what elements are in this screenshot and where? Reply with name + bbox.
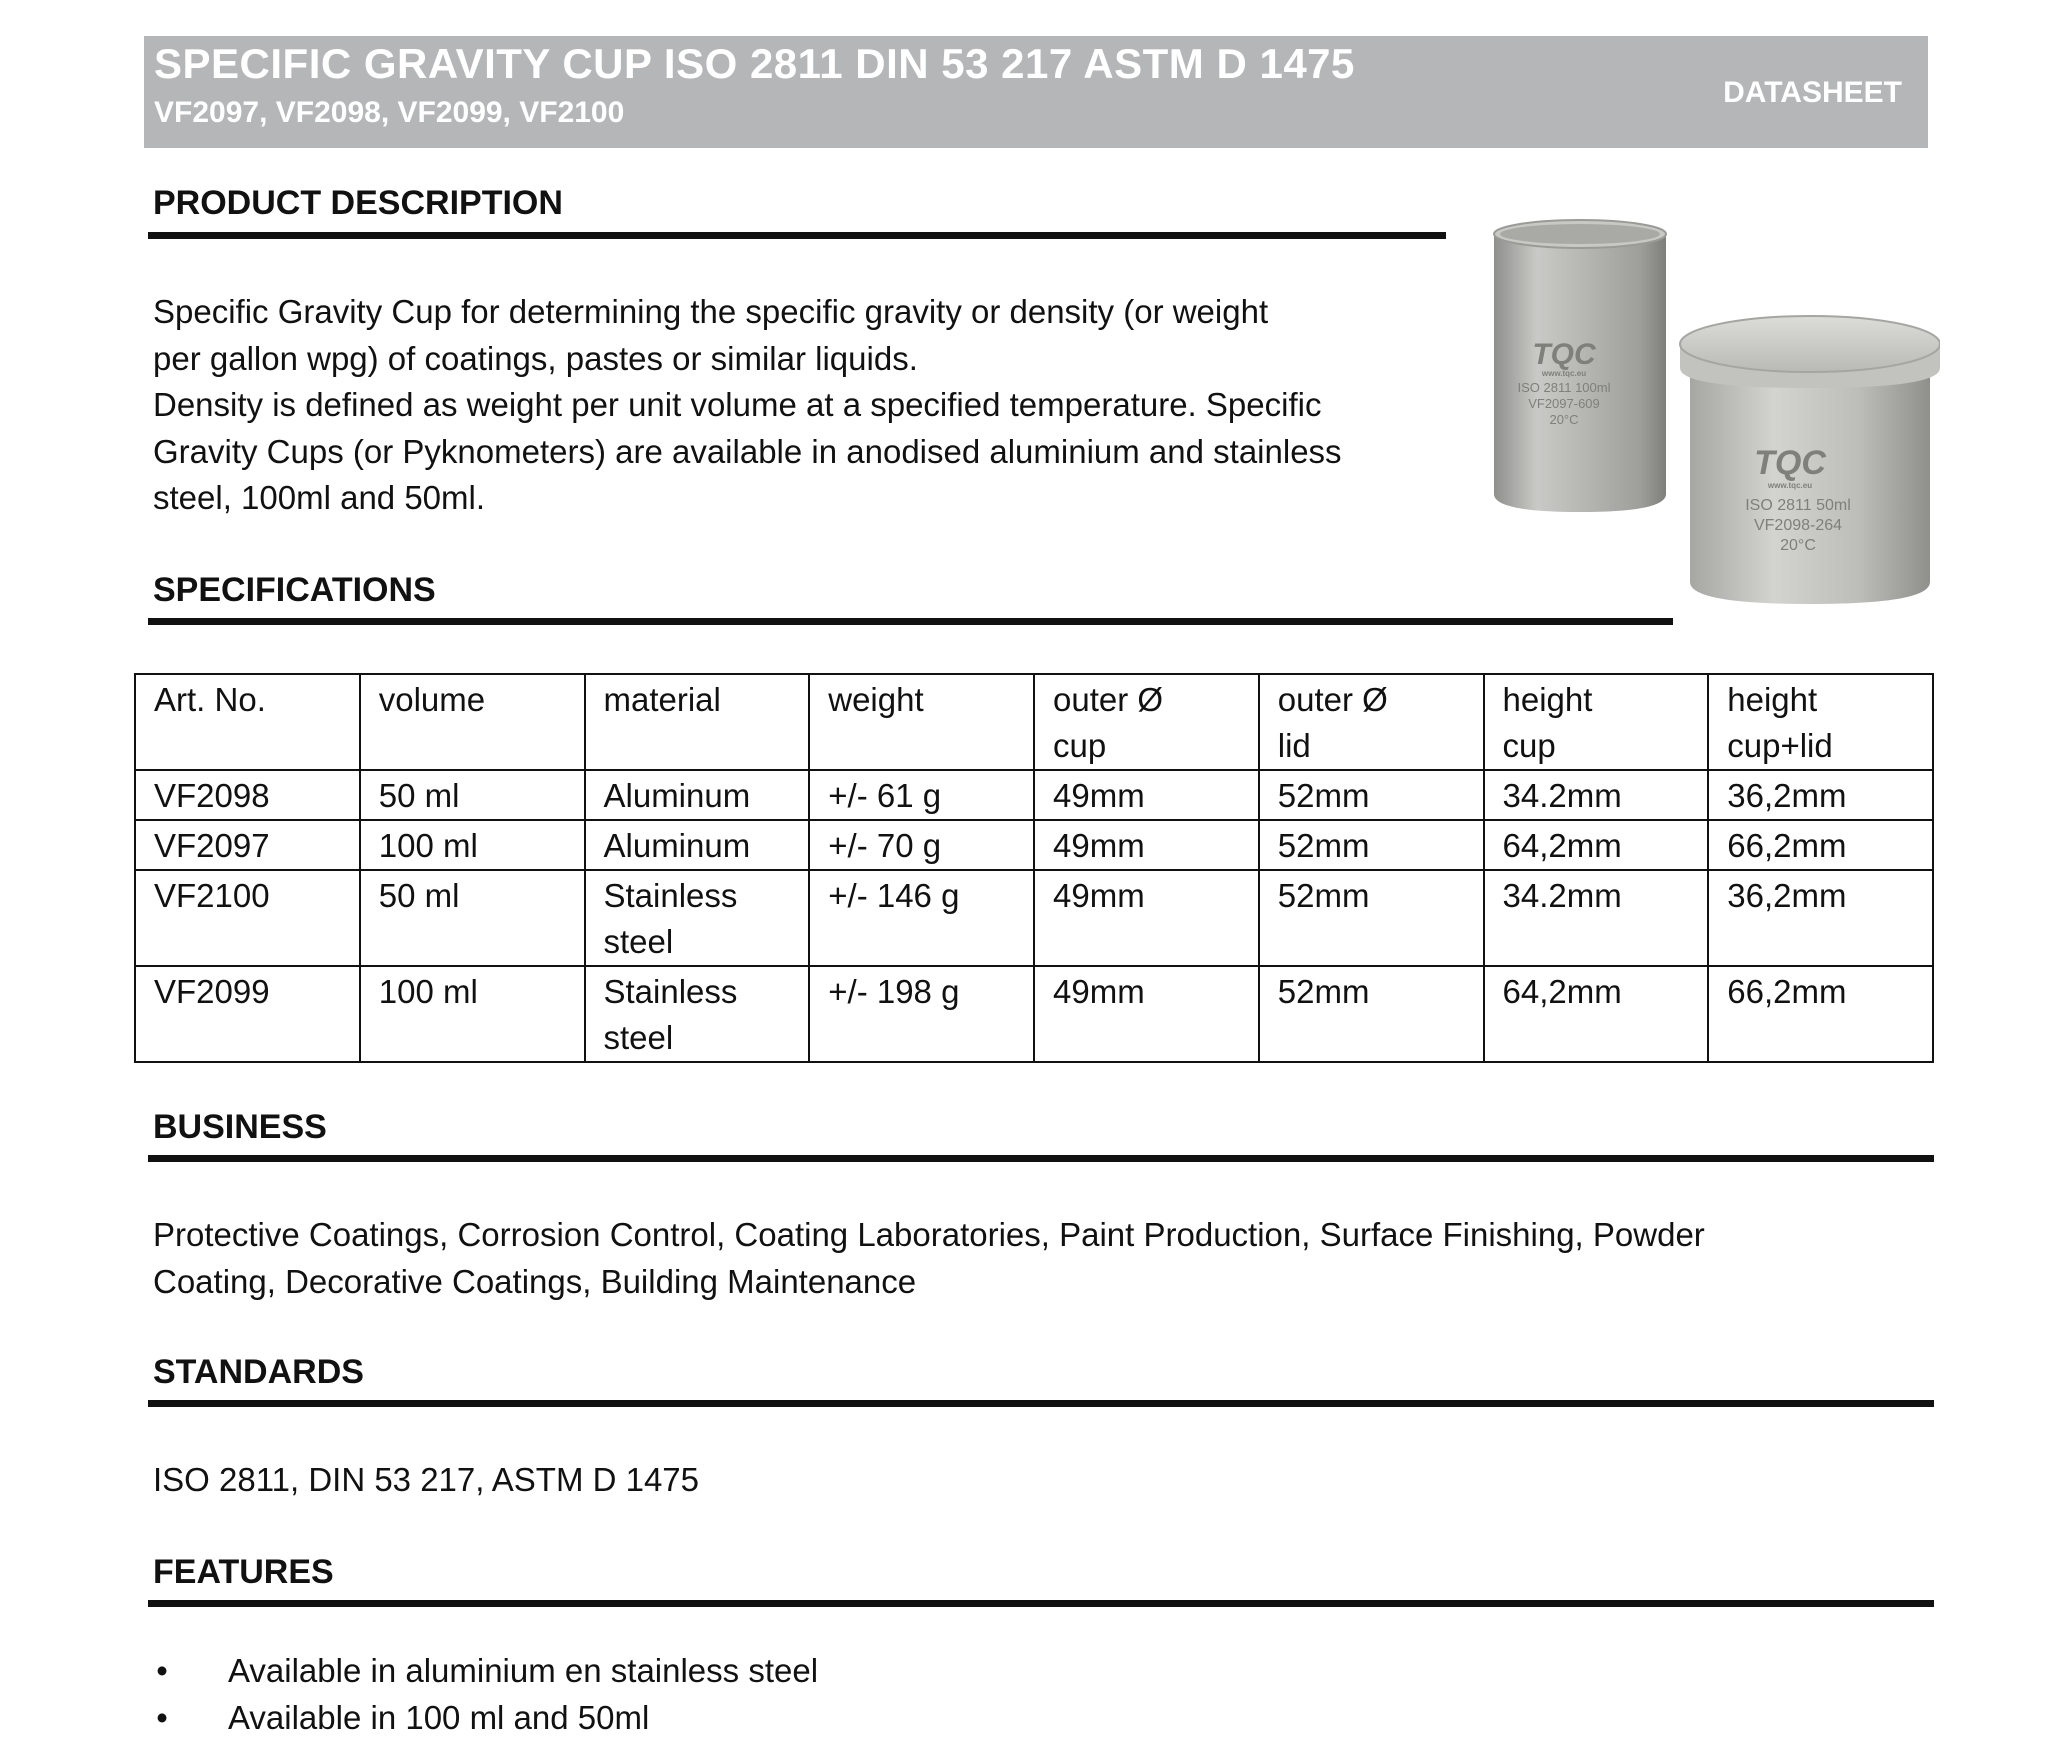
table-cell: Aluminum: [585, 820, 810, 870]
table-cell: 49mm: [1034, 770, 1259, 820]
description-line: per gallon wpg) of coatings, pastes or similar liquids.: [153, 336, 1453, 383]
section-rule: [148, 618, 1673, 625]
table-cell: 36,2mm: [1708, 870, 1933, 966]
header-cell: height cup: [1484, 674, 1709, 770]
header-cell: outer Ø lid: [1259, 674, 1484, 770]
table-cell: 64,2mm: [1484, 820, 1709, 870]
table-cell: 52mm: [1259, 820, 1484, 870]
section-title-product-description: PRODUCT DESCRIPTION: [153, 184, 563, 223]
bullet-icon: •: [152, 1695, 172, 1741]
article-numbers: VF2097, VF2098, VF2099, VF2100: [154, 96, 624, 130]
table-cell: Stainless steel: [585, 870, 810, 966]
table-cell: 52mm: [1259, 870, 1484, 966]
list-item: • Available in aluminium en stainless steel: [152, 1648, 818, 1695]
business-text: [153, 1212, 1933, 1305]
large-cup-engraving-3: 20°C: [1549, 412, 1578, 427]
large-cup: [1494, 220, 1666, 512]
table-header-row: [135, 674, 1933, 770]
product-description-text: [153, 289, 1453, 522]
header-cell: height cup+lid: [1708, 674, 1933, 770]
header-band: [144, 36, 1928, 148]
table-cell: VF2099: [135, 966, 360, 1062]
table-cell: +/- 198 g: [809, 966, 1034, 1062]
table-row: [135, 966, 1933, 1062]
header-cell: volume: [360, 674, 585, 770]
table-row: [135, 770, 1933, 820]
table-cell: VF2100: [135, 870, 360, 966]
table-cell: 64,2mm: [1484, 966, 1709, 1062]
small-cup-engraving-3: 20°C: [1780, 537, 1816, 554]
large-cup-engraving-2: VF2097-609: [1528, 396, 1600, 411]
description-line: Density is defined as weight per unit volume at a specified temperature. Specific: [153, 382, 1453, 429]
table-cell: 100 ml: [360, 820, 585, 870]
tqc-logo-small: TQC: [1754, 444, 1826, 482]
table-cell: 36,2mm: [1708, 770, 1933, 820]
table-cell: +/- 61 g: [809, 770, 1034, 820]
document-title: SPECIFIC GRAVITY CUP ISO 2811 DIN 53 217 ASTM D 1475: [154, 40, 1355, 88]
section-rule: [148, 232, 1446, 239]
table-cell: +/- 146 g: [809, 870, 1034, 966]
section-title-features: FEATURES: [153, 1553, 334, 1592]
table-cell: 49mm: [1034, 966, 1259, 1062]
section-title-standards: STANDARDS: [153, 1353, 364, 1392]
table-cell: 34.2mm: [1484, 770, 1709, 820]
section-rule: [148, 1400, 1934, 1407]
table-cell: Aluminum: [585, 770, 810, 820]
specifications-table: [134, 673, 1934, 1063]
table-cell: 34.2mm: [1484, 870, 1709, 966]
business-line: Coating, Decorative Coatings, Building Maintenance: [153, 1259, 1933, 1306]
description-line: steel, 100ml and 50ml.: [153, 475, 1453, 522]
table-cell: 49mm: [1034, 870, 1259, 966]
table-cell: 52mm: [1259, 966, 1484, 1062]
datasheet-label: DATASHEET: [1723, 76, 1902, 110]
table-cell: 50 ml: [360, 770, 585, 820]
small-cup: [1680, 316, 1940, 604]
bullet-icon: •: [152, 1648, 172, 1695]
product-photo: [1480, 212, 1940, 612]
table-cell: VF2098: [135, 770, 360, 820]
header-cell: material: [585, 674, 810, 770]
tqc-logo: TQC: [1532, 338, 1597, 371]
description-line: Specific Gravity Cup for determining the specific gravity or density (or weight: [153, 289, 1453, 336]
table-row: [135, 870, 1933, 966]
table-cell: 52mm: [1259, 770, 1484, 820]
section-title-business: BUSINESS: [153, 1108, 327, 1147]
table-cell: 66,2mm: [1708, 820, 1933, 870]
header-cell: Art. No.: [135, 674, 360, 770]
table-cell: 66,2mm: [1708, 966, 1933, 1062]
table-cell: Stainless steel: [585, 966, 810, 1062]
header-cell: weight: [809, 674, 1034, 770]
features-list: [152, 1648, 818, 1741]
section-rule: [148, 1600, 1934, 1607]
section-title-specifications: SPECIFICATIONS: [153, 571, 436, 610]
table-cell: VF2097: [135, 820, 360, 870]
large-cup-engraving-1: ISO 2811 100ml: [1518, 380, 1611, 395]
list-item: • Available in 100 ml and 50ml: [152, 1695, 818, 1741]
photo-site-text-small: www.tqc.eu: [1767, 481, 1812, 490]
standards-text: ISO 2811, DIN 53 217, ASTM D 1475: [153, 1457, 699, 1504]
table-cell: 50 ml: [360, 870, 585, 966]
small-cup-engraving-1: ISO 2811 50ml: [1745, 497, 1851, 514]
table-row: [135, 820, 1933, 870]
table-cell: +/- 70 g: [809, 820, 1034, 870]
photo-site-text: www.tqc.eu: [1541, 369, 1586, 378]
table-cell: 100 ml: [360, 966, 585, 1062]
small-cup-engraving-2: VF2098-264: [1754, 517, 1842, 534]
business-line: Protective Coatings, Corrosion Control, Coating Laboratories, Paint Production, Surface Finishing, Powder: [153, 1212, 1933, 1259]
description-line: Gravity Cups (or Pyknometers) are available in anodised aluminium and stainless: [153, 429, 1453, 476]
section-rule: [148, 1155, 1934, 1162]
header-cell: outer Ø cup: [1034, 674, 1259, 770]
table-cell: 49mm: [1034, 820, 1259, 870]
